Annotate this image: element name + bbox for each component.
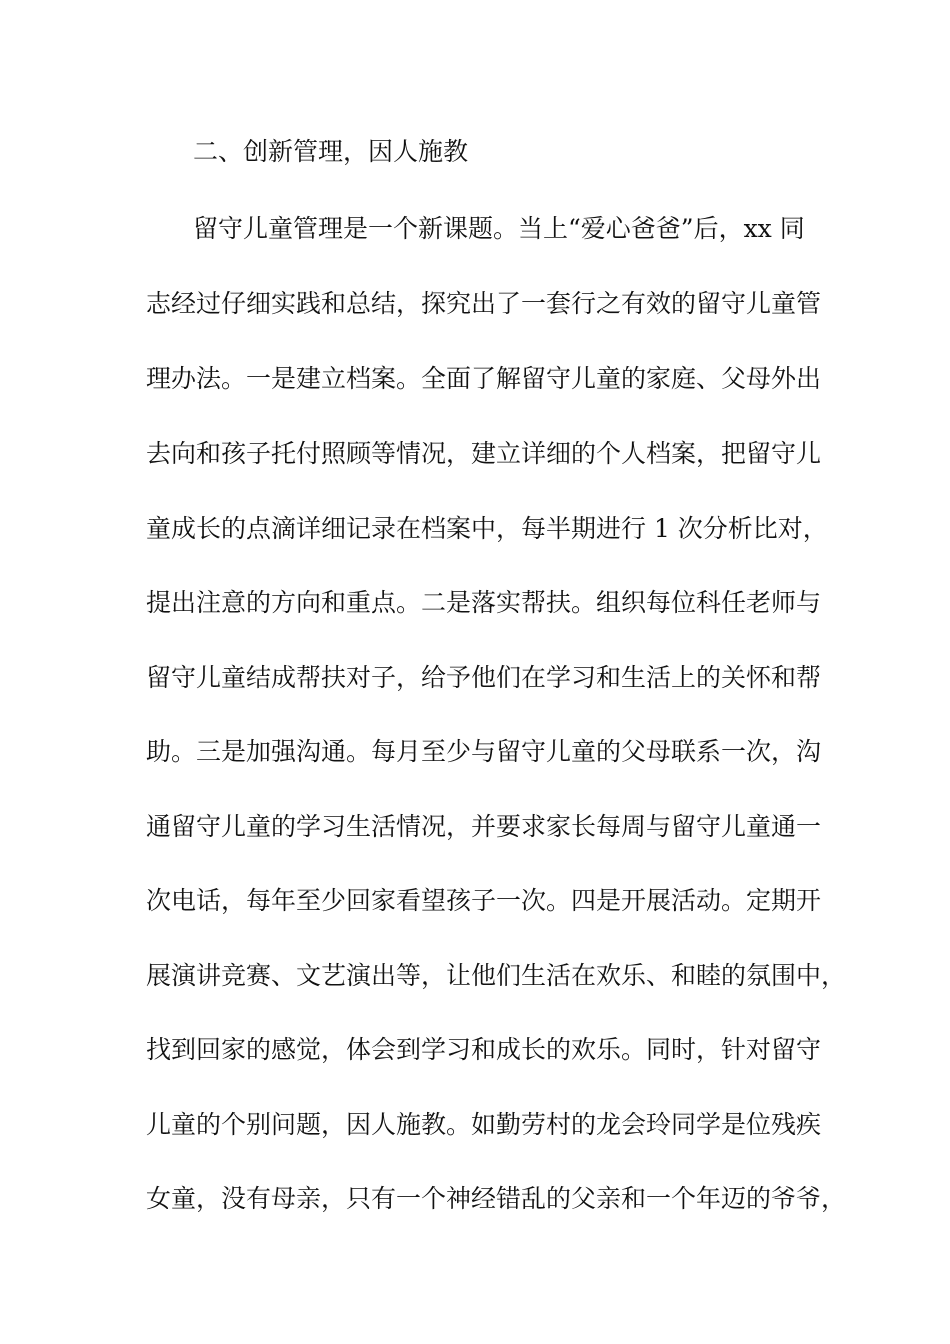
- paragraph-line: 志经过仔细实践和总结，探究出了一套行之有效的留守儿童管: [146, 289, 822, 318]
- paragraph-line: 理办法。一是建立档案。全面了解留守儿童的家庭、父母外出: [146, 364, 822, 393]
- paragraph-line: 次电话，每年至少回家看望孩子一次。四是开展活动。定期开: [146, 886, 822, 915]
- paragraph-line: 通留守儿童的学习生活情况，并要求家长每周与留守儿童通一: [146, 812, 822, 841]
- paragraph-line: 找到回家的感觉，体会到学习和成长的欢乐。同时，针对留守: [146, 1035, 822, 1064]
- paragraph-line: 展演讲竞赛、文艺演出等，让他们生活在欢乐、和睦的氛围中，: [146, 961, 847, 990]
- paragraph-line: 儿童的个别问题，因人施教。如勤劳村的龙会玲同学是位残疾: [146, 1110, 822, 1139]
- paragraph-line: 去向和孩子托付照顾等情况，建立详细的个人档案，把留守儿: [146, 439, 822, 468]
- paragraph-line: 留守儿童管理是一个新课题。当上“爱心爸爸”后，xx 同: [193, 214, 805, 243]
- paragraph-line: 女童，没有母亲，只有一个神经错乱的父亲和一个年迈的爷爷，: [146, 1184, 847, 1213]
- section-heading: 二、创新管理，因人施教: [193, 137, 469, 166]
- paragraph-line: 童成长的点滴详细记录在档案中，每半期进行 1 次分析比对，: [146, 514, 828, 543]
- paragraph-line: 助。三是加强沟通。每月至少与留守儿童的父母联系一次，沟: [146, 737, 822, 766]
- paragraph-line: 留守儿童结成帮扶对子，给予他们在学习和生活上的关怀和帮: [146, 663, 822, 692]
- paragraph-line: 提出注意的方向和重点。二是落实帮扶。组织每位科任老师与: [146, 588, 822, 617]
